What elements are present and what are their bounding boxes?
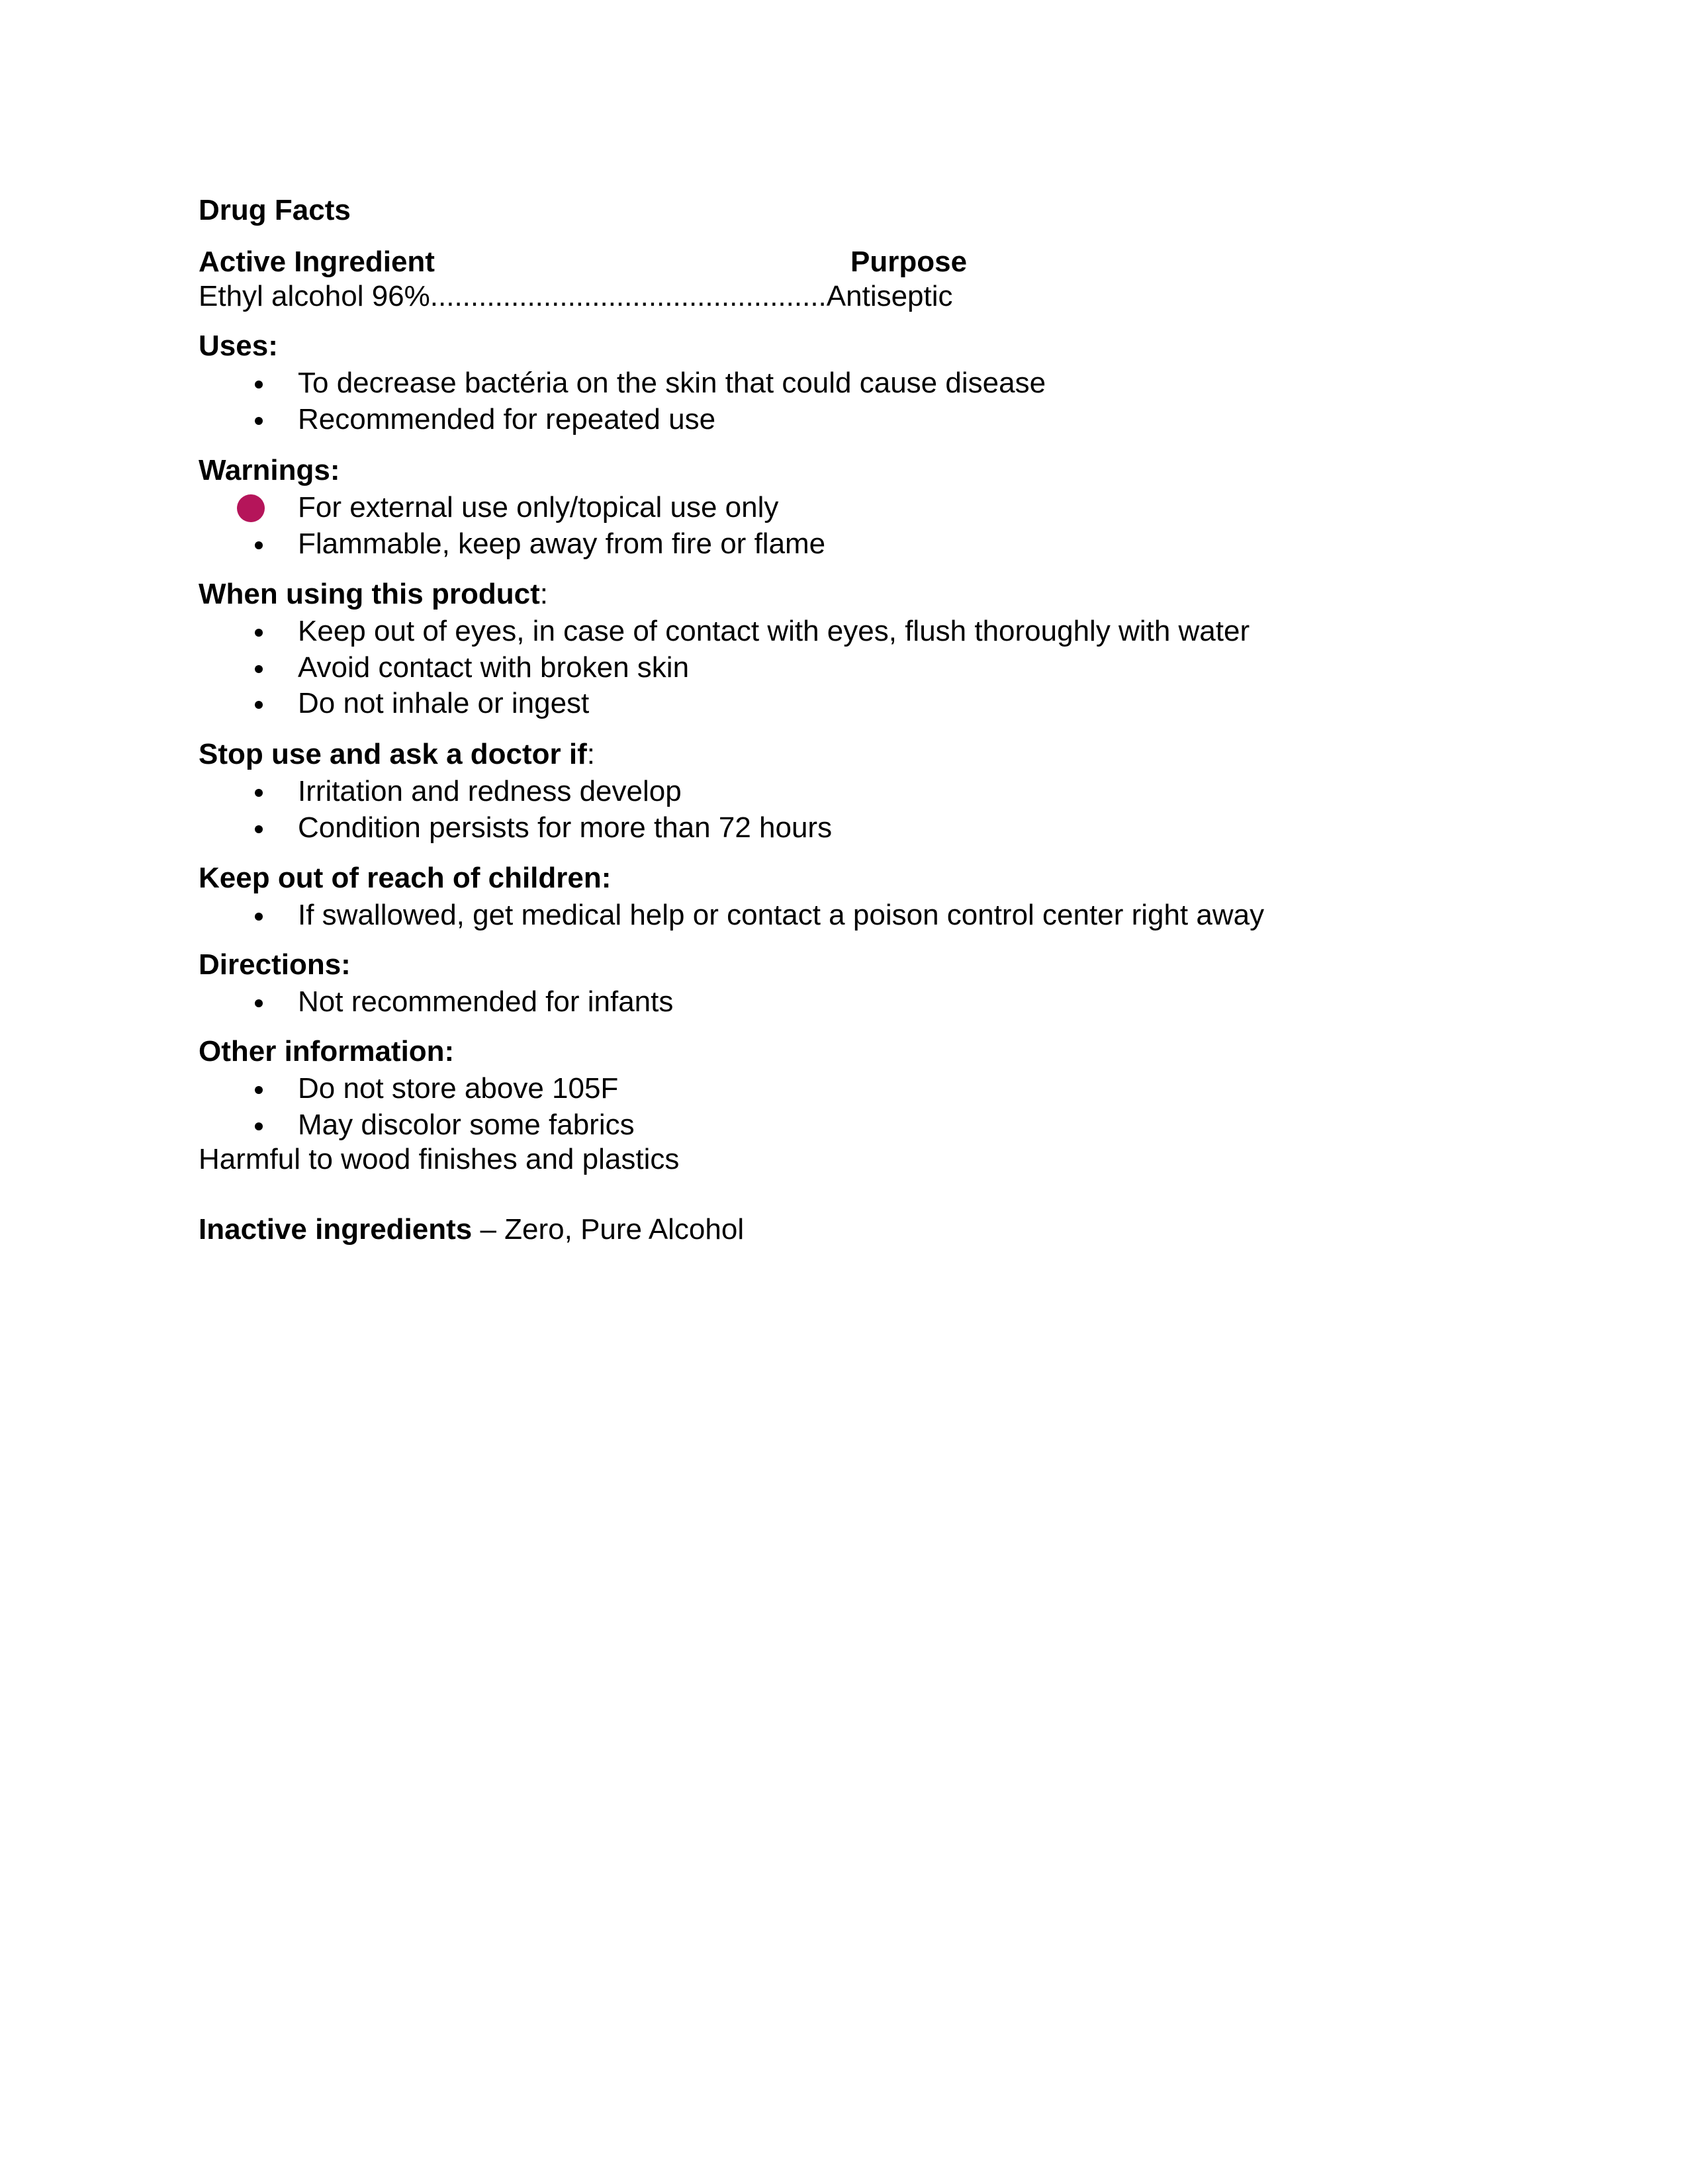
uses-item: Recommended for repeated use — [298, 403, 716, 435]
stop-use-colon: : — [586, 738, 596, 770]
stop-use-heading-text: Stop use and ask a doctor if — [199, 738, 587, 770]
bullet-icon — [255, 789, 263, 797]
purpose-heading: Purpose — [850, 246, 968, 278]
bullet-icon — [255, 541, 263, 549]
warnings-item: Flammable, keep away from fire or flame — [298, 527, 826, 560]
bullet-icon — [255, 913, 263, 921]
directions-heading: Directions: — [199, 948, 351, 981]
page-title: Drug Facts — [199, 194, 351, 226]
stop-use-item: Irritation and redness develop — [298, 775, 682, 807]
inactive-text: – Zero, Pure Alcohol — [472, 1213, 745, 1246]
bullet-icon — [255, 665, 263, 673]
keep-out-heading: Keep out of reach of children: — [199, 862, 612, 894]
warnings-item: For external use only/topical use only — [298, 491, 779, 523]
bullet-icon — [255, 999, 263, 1007]
active-ingredient-heading: Active Ingredient — [199, 246, 435, 278]
bullet-icon — [255, 1086, 263, 1094]
other-info-note: Harmful to wood finishes and plastics — [199, 1143, 680, 1175]
bullet-icon — [255, 825, 263, 833]
uses-heading: Uses: — [199, 330, 278, 362]
when-using-colon: : — [539, 578, 548, 610]
warnings-heading: Warnings: — [199, 454, 340, 486]
when-using-item: Avoid contact with broken skin — [298, 651, 690, 684]
highlight-bullet-icon — [237, 494, 265, 522]
stop-use-item: Condition persists for more than 72 hours — [298, 811, 833, 844]
keep-out-item: If swallowed, get medical help or contact a poison control center right away — [298, 899, 1265, 931]
when-using-item: Keep out of eyes, in case of contact with eyes, flush thoroughly with water — [298, 615, 1250, 647]
inactive-heading: Inactive ingredients — [199, 1213, 473, 1246]
other-info-item: May discolor some fabrics — [298, 1109, 635, 1141]
uses-item: To decrease bactéria on the skin that could cause disease — [298, 367, 1046, 399]
when-using-heading-text: When using this product — [199, 578, 540, 610]
inactive-ingredients — [199, 1212, 744, 1247]
when-using-heading — [199, 577, 548, 612]
other-info-heading: Other information: — [199, 1035, 455, 1068]
stop-use-heading — [199, 737, 595, 772]
bullet-icon — [255, 381, 263, 388]
active-ingredient-line: Ethyl alcohol 96%.................................................Antiseptic — [199, 280, 953, 312]
bullet-icon — [255, 417, 263, 425]
bullet-icon — [255, 701, 263, 709]
bullet-icon — [255, 1122, 263, 1130]
other-info-item: Do not store above 105F — [298, 1072, 619, 1105]
when-using-item: Do not inhale or ingest — [298, 687, 590, 719]
directions-item: Not recommended for infants — [298, 985, 674, 1018]
bullet-icon — [255, 629, 263, 637]
